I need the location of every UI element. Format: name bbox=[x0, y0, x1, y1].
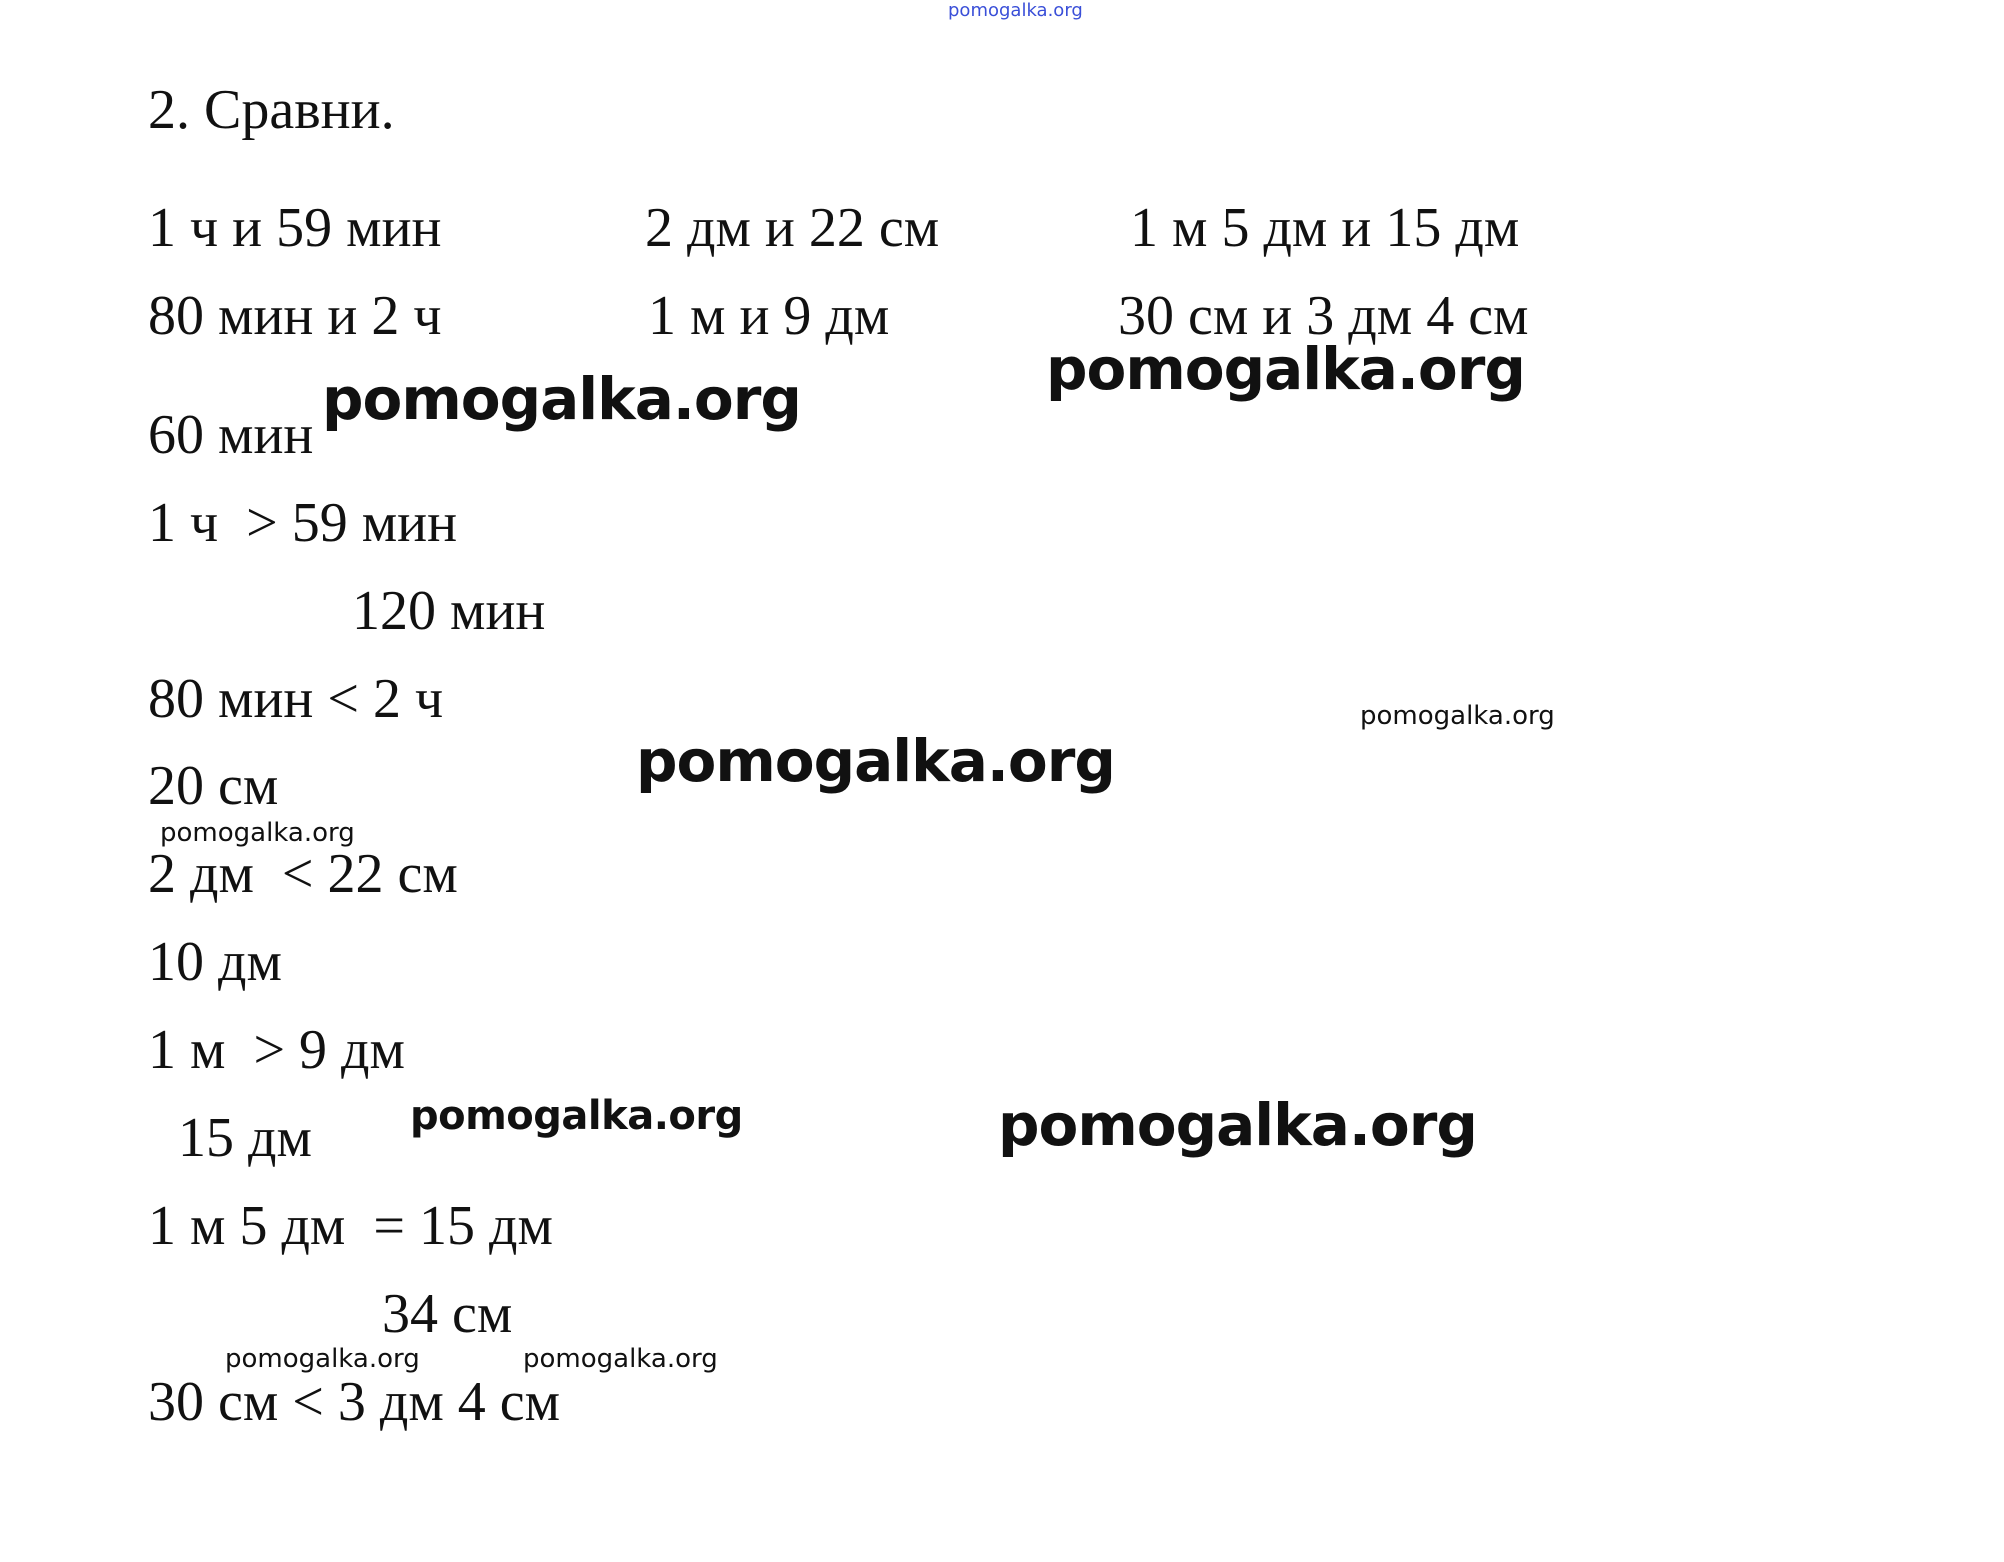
watermark: pomogalka.org bbox=[225, 1344, 420, 1374]
exercise-item: 30 см и 3 дм 4 см bbox=[1118, 285, 1529, 347]
watermark: pomogalka.org bbox=[636, 727, 1115, 795]
solution-hint: 34 см bbox=[382, 1283, 513, 1345]
exercise-item: 80 мин и 2 ч bbox=[148, 285, 442, 347]
solution-comparison: 80 мин < 2 ч bbox=[148, 668, 444, 730]
watermark: pomogalka.org bbox=[1360, 701, 1555, 731]
exercise-item: 1 м и 9 дм bbox=[648, 285, 890, 347]
solution-comparison: 1 ч > 59 мин bbox=[148, 492, 458, 554]
solution-comparison: 30 см < 3 дм 4 см bbox=[148, 1371, 561, 1433]
solution-hint: 120 мин bbox=[352, 580, 546, 642]
watermark: pomogalka.org bbox=[160, 818, 355, 848]
solution-hint: 20 см bbox=[148, 755, 279, 817]
task-title: 2. Сравни. bbox=[148, 79, 395, 141]
solution-comparison: 2 дм < 22 см bbox=[148, 843, 458, 905]
exercise-item: 2 дм и 22 см bbox=[645, 197, 940, 259]
watermark: pomogalka.org bbox=[523, 1344, 718, 1374]
header-watermark: pomogalka.org bbox=[948, 0, 1083, 21]
watermark: pomogalka.org bbox=[1046, 335, 1525, 403]
solution-hint: 10 дм bbox=[148, 931, 282, 993]
watermark: pomogalka.org bbox=[998, 1091, 1477, 1159]
solution-comparison: 1 м 5 дм = 15 дм bbox=[148, 1195, 553, 1257]
watermark: pomogalka.org bbox=[410, 1093, 743, 1139]
watermark: pomogalka.org bbox=[322, 365, 801, 433]
exercise-item: 1 ч и 59 мин bbox=[148, 197, 442, 259]
solution-comparison: 1 м > 9 дм bbox=[148, 1019, 405, 1081]
exercise-item: 1 м 5 дм и 15 дм bbox=[1130, 197, 1520, 259]
solution-hint: 15 дм bbox=[178, 1107, 312, 1169]
solution-hint: 60 мин bbox=[148, 404, 314, 466]
